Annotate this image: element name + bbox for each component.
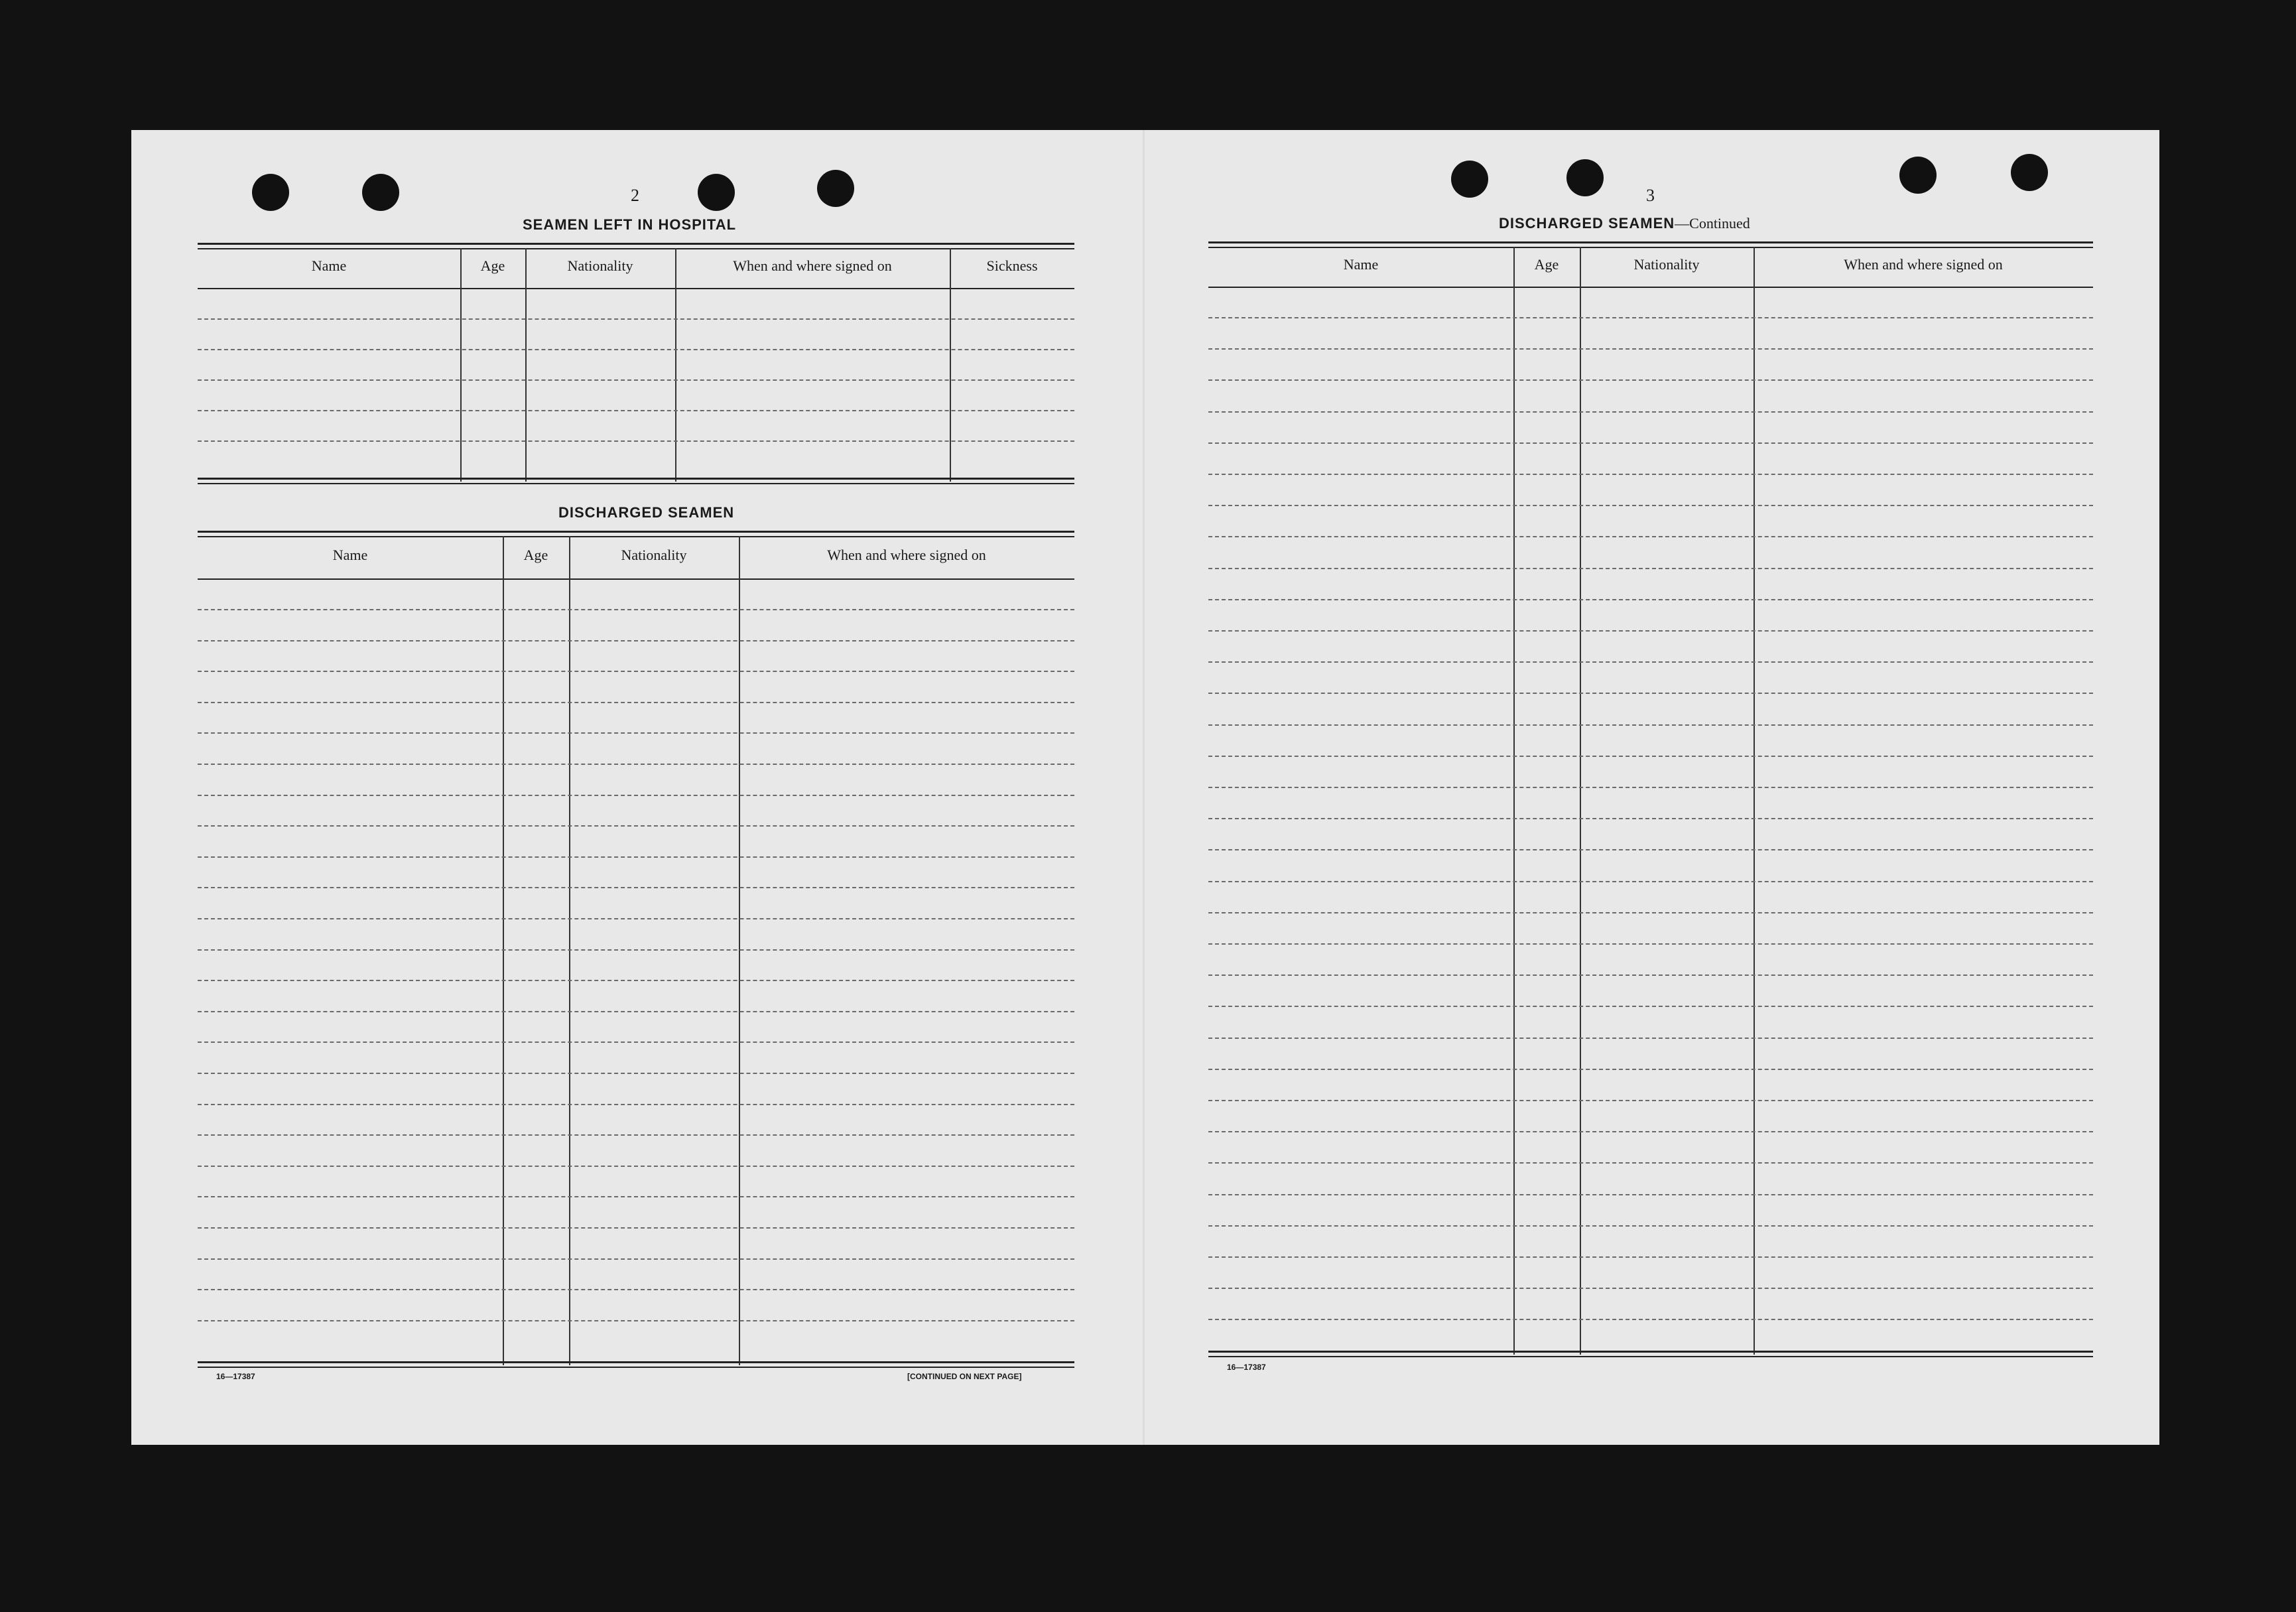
blank-row-line bbox=[1208, 943, 2093, 945]
left-page bbox=[131, 130, 1143, 1445]
column-header-signed-on: When and where signed on bbox=[733, 257, 892, 274]
blank-row-line bbox=[1208, 1288, 2093, 1289]
continuation-note: [CONTINUED ON NEXT PAGE] bbox=[907, 1372, 1022, 1381]
blank-row-line bbox=[198, 1258, 1074, 1260]
blank-row-line bbox=[198, 702, 1074, 703]
blank-row-line bbox=[198, 918, 1074, 919]
discharged-continued-table bbox=[1208, 241, 2093, 1357]
blank-row-line bbox=[1208, 849, 2093, 850]
column-header-age: Age bbox=[480, 257, 505, 274]
blank-row-line bbox=[198, 1041, 1074, 1043]
column-header-name: Name bbox=[332, 547, 368, 563]
blank-row-line bbox=[1208, 1038, 2093, 1039]
blank-row-line bbox=[198, 440, 1074, 442]
blank-row-line bbox=[1208, 912, 2093, 913]
blank-row-line bbox=[198, 318, 1074, 320]
blank-row-line bbox=[1208, 536, 2093, 537]
blank-row-line bbox=[198, 609, 1074, 610]
blank-row-line bbox=[198, 1011, 1074, 1012]
blank-row-line bbox=[198, 1166, 1074, 1167]
right-page bbox=[1145, 130, 2159, 1445]
blank-row-line bbox=[1208, 818, 2093, 819]
blank-row-line bbox=[1208, 1131, 2093, 1132]
column-header-signed-on: When and where signed on bbox=[1844, 256, 2003, 273]
blank-row-line bbox=[198, 671, 1074, 672]
section-title-suffix: —Continued bbox=[1675, 215, 1750, 232]
blank-row-line bbox=[1208, 505, 2093, 506]
blank-row-line bbox=[198, 887, 1074, 888]
section-title-text: DISCHARGED SEAMEN bbox=[1499, 215, 1675, 232]
column-header-nationality: Nationality bbox=[621, 547, 687, 563]
blank-row-line bbox=[1208, 442, 2093, 444]
blank-row-line bbox=[198, 349, 1074, 350]
page-number: 3 bbox=[1646, 186, 1655, 205]
blank-row-line bbox=[198, 1104, 1074, 1105]
blank-row-line bbox=[1208, 787, 2093, 788]
blank-row-line bbox=[198, 379, 1074, 381]
column-header-age: Age bbox=[523, 547, 548, 563]
blank-row-line bbox=[198, 640, 1074, 641]
blank-row-line bbox=[1208, 693, 2093, 694]
column-header-nationality: Nationality bbox=[567, 257, 633, 274]
column-header-sickness: Sickness bbox=[986, 257, 1038, 274]
blank-row-line bbox=[1208, 1256, 2093, 1258]
column-header-nationality: Nationality bbox=[1633, 256, 1700, 273]
blank-row-line bbox=[1208, 974, 2093, 976]
blank-row-line bbox=[198, 410, 1074, 411]
discharged-table bbox=[198, 531, 1074, 1368]
blank-row-line bbox=[1208, 630, 2093, 632]
blank-row-line bbox=[198, 1289, 1074, 1290]
blank-row-line bbox=[198, 1196, 1074, 1197]
blank-row-line bbox=[1208, 661, 2093, 663]
blank-row-line bbox=[1208, 411, 2093, 413]
blank-row-line bbox=[198, 949, 1074, 951]
form-number: 16—17387 bbox=[216, 1372, 255, 1381]
discharged-continued-title bbox=[1499, 215, 1750, 232]
blank-row-line bbox=[198, 764, 1074, 765]
blank-row-line bbox=[1208, 379, 2093, 381]
column-header-signed-on: When and where signed on bbox=[827, 547, 986, 563]
blank-row-line bbox=[1208, 474, 2093, 475]
blank-row-line bbox=[198, 980, 1074, 981]
page-number: 2 bbox=[631, 186, 639, 205]
blank-row-line bbox=[1208, 1225, 2093, 1227]
blank-row-line bbox=[1208, 1100, 2093, 1101]
blank-row-line bbox=[1208, 724, 2093, 726]
column-header-age: Age bbox=[1534, 256, 1559, 273]
form-sheet bbox=[131, 130, 2159, 1445]
blank-row-line bbox=[1208, 1162, 2093, 1164]
blank-row-line bbox=[198, 825, 1074, 827]
blank-row-line bbox=[1208, 1194, 2093, 1195]
blank-row-line bbox=[1208, 348, 2093, 350]
blank-row-line bbox=[198, 795, 1074, 796]
blank-row-line bbox=[1208, 568, 2093, 569]
blank-row-line bbox=[1208, 1006, 2093, 1007]
blank-row-line bbox=[1208, 599, 2093, 600]
blank-row-line bbox=[1208, 1319, 2093, 1320]
column-header-name: Name bbox=[311, 257, 347, 274]
blank-row-line bbox=[1208, 756, 2093, 757]
blank-row-line bbox=[198, 1320, 1074, 1321]
form-number: 16—17387 bbox=[1227, 1363, 1266, 1372]
discharged-section-title: DISCHARGED SEAMEN bbox=[558, 504, 735, 521]
blank-row-line bbox=[1208, 1069, 2093, 1070]
blank-row-line bbox=[198, 1227, 1074, 1229]
blank-row-line bbox=[198, 856, 1074, 858]
hospital-section-title: SEAMEN LEFT IN HOSPITAL bbox=[523, 216, 737, 233]
blank-row-line bbox=[198, 732, 1074, 734]
blank-row-line bbox=[198, 1134, 1074, 1136]
blank-row-line bbox=[1208, 881, 2093, 882]
hospital-table bbox=[198, 243, 1074, 484]
blank-row-line bbox=[1208, 317, 2093, 318]
blank-row-line bbox=[198, 1073, 1074, 1074]
column-header-name: Name bbox=[1343, 256, 1379, 273]
